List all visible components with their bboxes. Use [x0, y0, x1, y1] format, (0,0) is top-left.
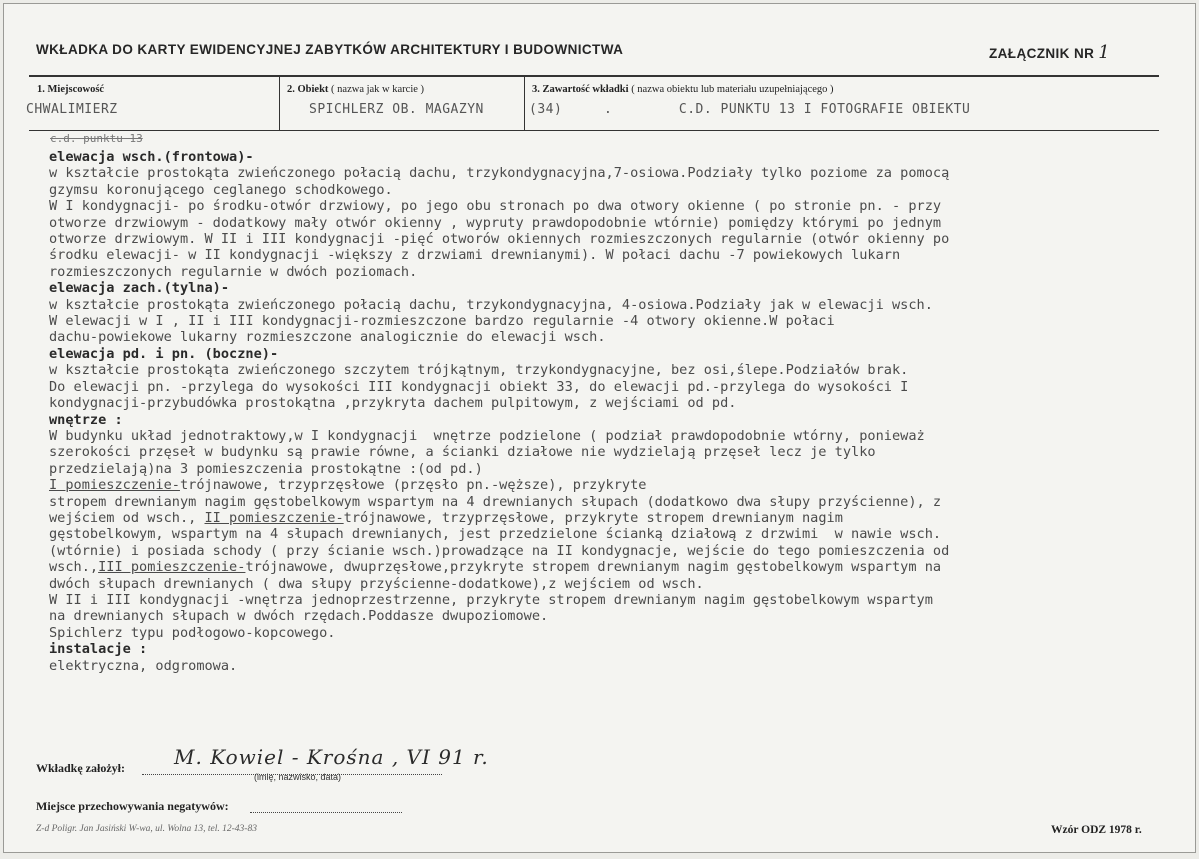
- table-top-rule: [29, 75, 1159, 77]
- text-line: dwóch słupach drewnianych ( dwa słupy przyścienne-dodatkowe),z wejściem od wsch.: [49, 575, 704, 592]
- section-heading-installations: instalacje :: [49, 641, 148, 658]
- field-content-label-text: 3. Zawartość wkładki: [532, 84, 629, 95]
- field-object-value: SPICHLERZ OB. MAGAZYN: [309, 102, 484, 117]
- field-content-label: [532, 84, 834, 95]
- text-line: elektryczna, odgromowa.: [49, 657, 238, 674]
- creator-label: Wkładkę założył:: [36, 761, 125, 775]
- text-line: kondygnacji-przybudówka prostokątna ,przykryta dachem pulpitowym, z wejściami od pd.: [49, 395, 737, 412]
- inventory-card-insert: [3, 3, 1196, 853]
- text-line: W budynku układ jednotraktowy,w I kondygnacji wnętrze podzielone ( podział prawdopodobnie wtórny, ponieważ: [49, 427, 925, 444]
- field-locality-value: CHWALIMIERZ: [26, 102, 118, 117]
- field-locality-label: [37, 84, 104, 95]
- text-line: przedzielają)na 3 pomieszczenia prostokątne :(od pd.): [49, 460, 483, 477]
- text-fragment: trójnawowe, trzyprzęsłowe, przykryte stropem drewnianym nagim: [343, 509, 843, 526]
- text-line: stropem drewnianym nagim gęstobelkowym wspartym na 4 drewnianych słupach (dodatkowo dwa słupy przyścienne), z: [49, 493, 942, 510]
- text-line: szerokości przęseł w budynku są prawie równe, a ścianki działowe nie wydzielają przęseł lecz je tylko: [49, 444, 876, 461]
- table-bottom-rule: [29, 130, 1159, 131]
- section-heading-west: elewacja zach.(tylna)-: [49, 280, 230, 297]
- text-line: [49, 510, 1164, 526]
- text-line: w kształcie prostokąta zwieńczonego połacią dachu, trzykondygnacyjna,7-osiowa.Podziały tylko poziome za pomocą: [49, 165, 950, 182]
- text-line: W II i III kondygnacji -wnętrza jednoprzestrzenne, przykryte stropem drewnianym nagim gęstobelkowym wspartym: [49, 591, 933, 608]
- column-divider-1: [279, 76, 280, 131]
- text-fragment: trójnawowe, trzyprzęsłowe (przęsło pn.-węższe), przykryte: [179, 477, 647, 494]
- text-line: Spichlerz typu podłogowo-kopcowego.: [49, 624, 336, 641]
- section-heading-side: elewacja pd. i pn. (boczne)-: [49, 345, 279, 362]
- text-line: W elewacji w I , II i III kondygnacji-rozmieszczone bardzo regularnie -4 otwory okienne.W połaci: [49, 313, 835, 330]
- text-fragment: wsch.,: [49, 559, 99, 576]
- column-divider-2: [524, 76, 525, 131]
- field-object-label-text: 2. Obiekt: [287, 84, 329, 95]
- text-line: gzymsu koronującego ceglanego schodkowego.: [49, 181, 393, 198]
- text-line: [49, 477, 1164, 493]
- text-line: dachu-powiekowe lukarny rozmieszczone analogicznie do elewacji wsch.: [49, 329, 606, 346]
- room-1-heading: I pomieszczenie-: [49, 477, 180, 494]
- annex-label: [989, 42, 1110, 63]
- form-title: WKŁADKA DO KARTY EWIDENCYJNEJ ZABYTKÓW ARCHITEKTURY I BUDOWNICTWA: [36, 42, 624, 57]
- negatives-dotted-line: [250, 812, 402, 813]
- text-line: (wtórnie) i posiada schody ( przy ścianie wsch.)prowadzące na II kondygnacje, wejście do tego pomieszczenia od: [49, 542, 950, 559]
- form-reference: Wzór ODZ 1978 r.: [1051, 824, 1142, 836]
- text-line: na drewnianych słupach w dwóch rzędach.Poddasze dwupoziomowe.: [49, 608, 549, 625]
- field-object-sublabel: ( nazwa jak w karcie ): [331, 84, 425, 95]
- text-fragment: wejściem od wsch.,: [49, 509, 205, 526]
- text-line: w kształcie prostokąta zwieńczonego szczytem trójkątnym, trzykondygnacyjne, bez osi,ślepe.Podziałów brak.: [49, 362, 909, 379]
- room-3-heading: III pomieszczenie-: [98, 559, 246, 576]
- annex-label-text: ZAŁĄCZNIK NR: [989, 46, 1095, 61]
- text-line: otworze drzwiowym - dodatkowy mały otwór okienny , wypruty prawdopodobnie wtórnie) pomiędzy którymi po jednym: [49, 214, 942, 231]
- annex-number: 1: [1098, 42, 1111, 63]
- creator-signature: M. Kowiel - Krośna , VI 91 r.: [174, 745, 489, 769]
- text-line: otworze drzwiowym. W II i III kondygnacji -pięć otworów okiennych rozmieszczonych regularnie (otwór okienny po: [49, 231, 950, 248]
- field-content-sublabel: ( nazwa obiektu lub materiału uzupełniającego ): [631, 84, 834, 95]
- text-line: W I kondygnacji- po środku-otwór drzwiowy, po jego obu stronach po dwa otwory okienne ( po stronie pn. - przy: [49, 198, 942, 215]
- struck-note: c.d. punktu 13: [50, 132, 143, 145]
- field-object-label: [287, 84, 424, 95]
- text-line: środku elewacji- w II kondygnacji -większy z drzwiami drewnianymi). W połaci dachu -7 powiekowych lukarn: [49, 247, 901, 264]
- description-text: [49, 149, 1164, 674]
- signature-caption: (imię, nazwisko, data): [254, 772, 342, 782]
- field-locality-label-text: 1. Miejscowość: [37, 84, 105, 95]
- text-line: [49, 559, 1164, 575]
- negatives-label: Miejsce przechowywania negatywów:: [36, 799, 229, 813]
- field-content-value: (34) . C.D. PUNKTU 13 I FOTOGRAFIE OBIEKTU: [529, 102, 971, 117]
- text-line: gęstobelkowym, wspartym na 4 słupach drewnianych, jest przedzielone ścianką działową z drzwimi w nawie wsch.: [49, 526, 942, 543]
- room-2-heading: II pomieszczenie-: [204, 509, 344, 526]
- text-line: rozmieszczonych regularnie w dwóch poziomach.: [49, 263, 418, 280]
- text-fragment: trójnawowe, dwuprzęsłowe,przykryte stropem drewnianym nagim gęstobelkowym wspartym na: [245, 559, 942, 576]
- text-line: w kształcie prostokąta zwieńczonego połacią dachu, trzykondygnacyjna, 4-osiowa.Podziały jak w elewacji wsch.: [49, 296, 933, 313]
- section-heading-east: elewacja wsch.(frontowa)-: [49, 149, 254, 165]
- text-line: Do elewacji pn. -przylega do wysokości III kondygnacji obiekt 33, do elewacji pd.-przylega do wysokości I: [49, 378, 909, 395]
- printer-imprint: Z-d Poligr. Jan Jasiński W-wa, ul. Wolna 13, tel. 12-43-83: [36, 824, 257, 834]
- section-heading-interior: wnętrze :: [49, 411, 123, 428]
